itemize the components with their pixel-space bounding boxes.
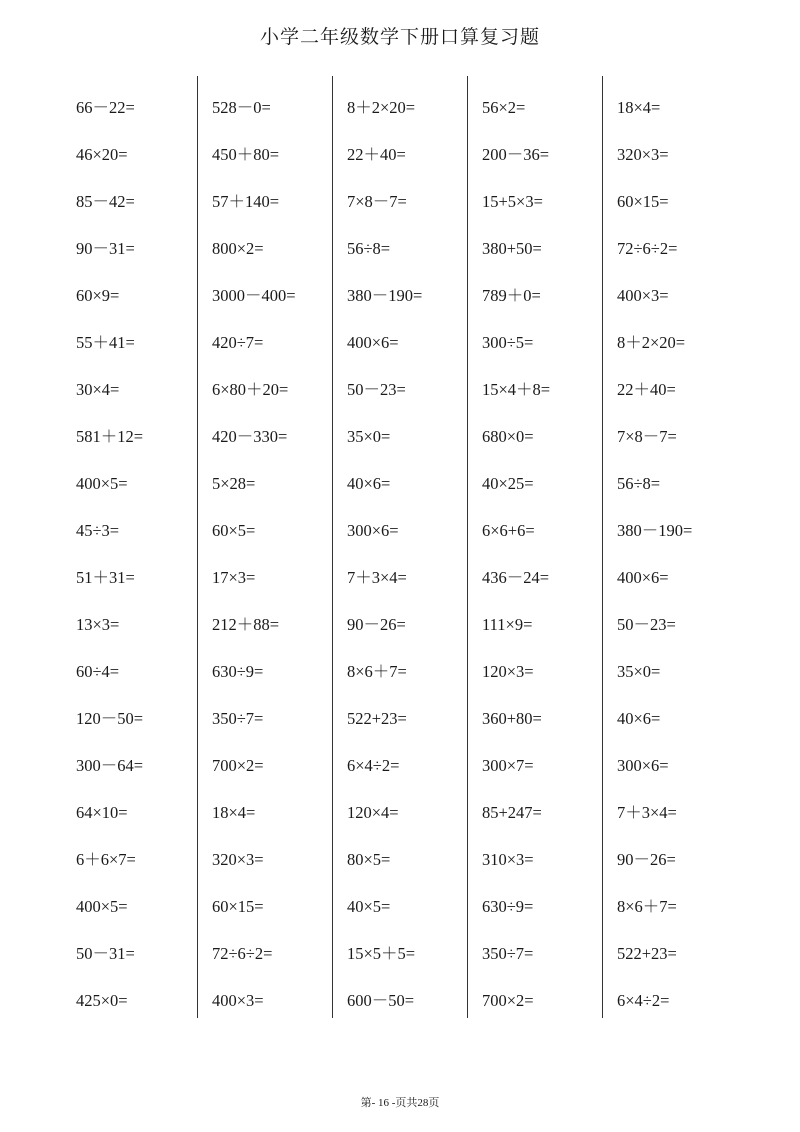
problem-item: 400×6=	[617, 568, 669, 587]
problem-item: 6＋6×7=	[76, 850, 136, 869]
problem-item: 7×8－7=	[347, 192, 407, 211]
problem-item: 350÷7=	[482, 944, 534, 963]
problem-item: 22＋40=	[347, 145, 406, 164]
problem-item: 680×0=	[482, 427, 534, 446]
problem-item: 630÷9=	[212, 662, 264, 681]
problem-item: 8×6＋7=	[617, 897, 677, 916]
problem-item: 600－50=	[347, 991, 415, 1010]
problem-item: 300×6=	[617, 756, 669, 775]
problem-item: 7＋3×4=	[347, 568, 407, 587]
problem-item: 6×80＋20=	[212, 380, 289, 399]
problem-item: 300×6=	[347, 521, 399, 540]
problem-item: 400×3=	[617, 286, 669, 305]
problem-item: 380－190=	[617, 521, 693, 540]
problem-item: 522+23=	[347, 709, 407, 728]
problem-item: 6×4÷2=	[347, 756, 400, 775]
problem-item: 420÷7=	[212, 333, 264, 352]
problem-item: 8×6＋7=	[347, 662, 407, 681]
problem-item: 90－26=	[617, 850, 676, 869]
problem-item: 30×4=	[76, 380, 120, 399]
problem-item: 60×15=	[617, 192, 669, 211]
problem-item: 3000－400=	[212, 286, 296, 305]
problem-item: 50－23=	[347, 380, 406, 399]
problem-item: 8＋2×20=	[617, 333, 686, 352]
problem-item: 436－24=	[482, 568, 550, 587]
problem-item: 18×4=	[617, 98, 661, 117]
problem-item: 8＋2×20=	[347, 98, 416, 117]
problem-item: 111×9=	[482, 615, 533, 634]
problem-item: 40×5=	[347, 897, 391, 916]
problem-item: 6×6+6=	[482, 521, 535, 540]
problem-item: 40×6=	[347, 474, 391, 493]
problem-item: 120×4=	[347, 803, 399, 822]
problem-item: 380+50=	[482, 239, 542, 258]
problem-item: 80×5=	[347, 850, 391, 869]
problem-item: 13×3=	[76, 615, 120, 634]
problem-item: 51＋31=	[76, 568, 135, 587]
problem-item: 50－31=	[76, 944, 135, 963]
problem-column-2	[197, 76, 332, 1018]
problem-item: 700×2=	[212, 756, 264, 775]
problem-column-5	[602, 76, 737, 1018]
problem-item: 350÷7=	[212, 709, 264, 728]
problem-item: 581＋12=	[76, 427, 144, 446]
problem-item: 56×2=	[482, 98, 526, 117]
problem-item: 15×5＋5=	[347, 944, 416, 963]
problem-item: 6×4÷2=	[617, 991, 670, 1010]
problem-item: 400×6=	[347, 333, 399, 352]
problem-item: 22＋40=	[617, 380, 676, 399]
problem-item: 40×6=	[617, 709, 661, 728]
problem-item: 400×5=	[76, 897, 128, 916]
problem-item: 310×3=	[482, 850, 534, 869]
problem-item: 56÷8=	[347, 239, 391, 258]
problem-item: 60÷4=	[76, 662, 120, 681]
problem-item: 120－50=	[76, 709, 144, 728]
problem-item: 425×0=	[76, 991, 128, 1010]
problem-item: 420－330=	[212, 427, 288, 446]
problem-item: 320×3=	[617, 145, 669, 164]
problem-item: 212＋88=	[212, 615, 280, 634]
problem-item: 66－22=	[76, 98, 135, 117]
problem-item: 300÷5=	[482, 333, 534, 352]
problem-item: 528－0=	[212, 98, 271, 117]
problem-item: 7×8－7=	[617, 427, 677, 446]
problem-item: 17×3=	[212, 568, 256, 587]
problem-item: 700×2=	[482, 991, 534, 1010]
problem-item: 320×3=	[212, 850, 264, 869]
problem-column-1	[62, 76, 197, 1018]
problem-item: 90－31=	[76, 239, 135, 258]
problem-item: 55＋41=	[76, 333, 135, 352]
problem-item: 400×3=	[212, 991, 264, 1010]
problem-item: 450＋80=	[212, 145, 280, 164]
problem-item: 7＋3×4=	[617, 803, 677, 822]
problem-item: 85－42=	[76, 192, 135, 211]
problem-column-4	[467, 76, 602, 1018]
problem-item: 789＋0=	[482, 286, 541, 305]
problem-item: 60×5=	[212, 521, 256, 540]
problem-item: 522+23=	[617, 944, 677, 963]
problem-item: 630÷9=	[482, 897, 534, 916]
problem-item: 15×4＋8=	[482, 380, 551, 399]
problem-grid	[62, 76, 738, 1018]
problem-item: 45÷3=	[76, 521, 120, 540]
problem-item: 60×9=	[76, 286, 120, 305]
problem-item: 5×28=	[212, 474, 256, 493]
problem-item: 18×4=	[212, 803, 256, 822]
problem-item: 46×20=	[76, 145, 128, 164]
problem-item: 35×0=	[617, 662, 661, 681]
problem-item: 40×25=	[482, 474, 534, 493]
problem-item: 35×0=	[347, 427, 391, 446]
problem-item: 800×2=	[212, 239, 264, 258]
problem-item: 120×3=	[482, 662, 534, 681]
problem-item: 64×10=	[76, 803, 128, 822]
problem-item: 56÷8=	[617, 474, 661, 493]
page-footer: 第- 16 -页共28页	[360, 1097, 440, 1109]
problem-item: 380－190=	[347, 286, 423, 305]
problem-item: 85+247=	[482, 803, 542, 822]
problem-item: 60×15=	[212, 897, 264, 916]
problem-item: 300×7=	[482, 756, 534, 775]
problem-item: 50－23=	[617, 615, 676, 634]
problem-item: 72÷6÷2=	[212, 944, 273, 963]
problem-item: 300－64=	[76, 756, 144, 775]
problem-item: 90－26=	[347, 615, 406, 634]
problem-item: 57＋140=	[212, 192, 280, 211]
problem-item: 400×5=	[76, 474, 128, 493]
problem-column-3	[332, 76, 467, 1018]
problem-item: 200－36=	[482, 145, 550, 164]
problem-item: 72÷6÷2=	[617, 239, 678, 258]
page-title: 小学二年级数学下册口算复习题	[259, 26, 540, 48]
problem-item: 360+80=	[482, 709, 542, 728]
problem-item: 15+5×3=	[482, 192, 543, 211]
